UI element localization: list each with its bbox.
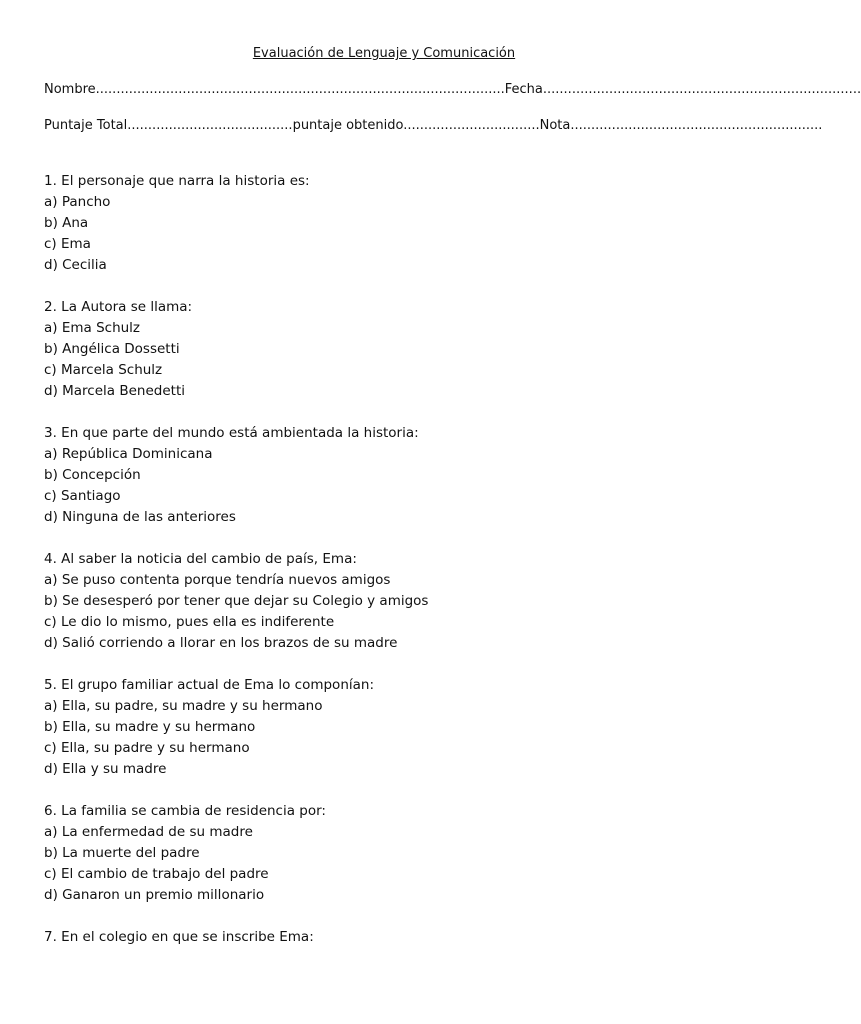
option-a: a) La enfermedad de su madre	[44, 824, 253, 840]
puntaje-total-label: Puntaje Total	[44, 118, 128, 133]
puntaje-total-blank: ........................................	[127, 118, 293, 133]
option-a: a) Pancho	[44, 194, 111, 210]
question-text: 2. La Autora se llama:	[44, 299, 193, 315]
nombre-label: Nombre	[44, 82, 96, 97]
option-d: d) Ninguna de las anteriores	[44, 509, 236, 525]
option-b: b) Se desesperó por tener que dejar su Colegio y amigos	[44, 593, 429, 609]
question-text: 6. La familia se cambia de residencia por:	[44, 803, 326, 819]
question-5	[44, 675, 374, 780]
option-d: d) Marcela Benedetti	[44, 383, 185, 399]
question-text: 7. En el colegio en que se inscribe Ema:	[44, 929, 314, 945]
option-d: d) Ella y su madre	[44, 761, 167, 777]
option-d: d) Ganaron un premio millonario	[44, 887, 265, 903]
option-c: c) El cambio de trabajo del padre	[44, 866, 269, 882]
option-a: a) Ema Schulz	[44, 320, 141, 336]
option-b: b) Concepción	[44, 467, 141, 483]
nota-blank: .............................................................	[570, 118, 823, 133]
option-d: d) Cecilia	[44, 257, 107, 273]
puntaje-line	[44, 118, 822, 133]
option-b: b) La muerte del padre	[44, 845, 200, 861]
option-c: c) Santiago	[44, 488, 121, 504]
option-c: c) Ema	[44, 236, 91, 252]
option-a: a) Ella, su padre, su madre y su hermano	[44, 698, 323, 714]
nombre-fecha-line	[44, 82, 861, 97]
option-d: d) Salió corriendo a llorar en los brazos de su madre	[44, 635, 398, 651]
nota-label: Nota	[539, 118, 571, 133]
option-a: a) República Dominicana	[44, 446, 213, 462]
question-2	[44, 297, 192, 402]
option-c: c) Marcela Schulz	[44, 362, 163, 378]
puntaje-obtenido-blank: .................................	[403, 118, 540, 133]
option-a: a) Se puso contenta porque tendría nuevos amigos	[44, 572, 391, 588]
question-3	[44, 423, 419, 528]
question-6	[44, 801, 326, 906]
fecha-label: Fecha	[504, 82, 543, 97]
option-c: c) Ella, su padre y su hermano	[44, 740, 250, 756]
option-b: b) Angélica Dossetti	[44, 341, 180, 357]
question-text: 1. El personaje que narra la historia es:	[44, 173, 310, 189]
question-4	[44, 549, 428, 654]
option-b: b) Ana	[44, 215, 89, 231]
question-text: 4. Al saber la noticia del cambio de país, Ema:	[44, 551, 357, 567]
question-text: 3. En que parte del mundo está ambientada la historia:	[44, 425, 419, 441]
nombre-blank: ...................................................................................................	[95, 82, 505, 97]
question-7	[44, 927, 314, 948]
option-c: c) Le dio lo mismo, pues ella es indiferente	[44, 614, 335, 630]
question-1	[44, 171, 310, 276]
puntaje-obtenido-label: puntaje obtenido	[292, 118, 404, 133]
document-title: Evaluación de Lenguaje y Comunicación	[252, 46, 516, 61]
option-b: b) Ella, su madre y su hermano	[44, 719, 256, 735]
fecha-blank: .............................................................................	[542, 82, 861, 97]
question-text: 5. El grupo familiar actual de Ema lo componían:	[44, 677, 374, 693]
